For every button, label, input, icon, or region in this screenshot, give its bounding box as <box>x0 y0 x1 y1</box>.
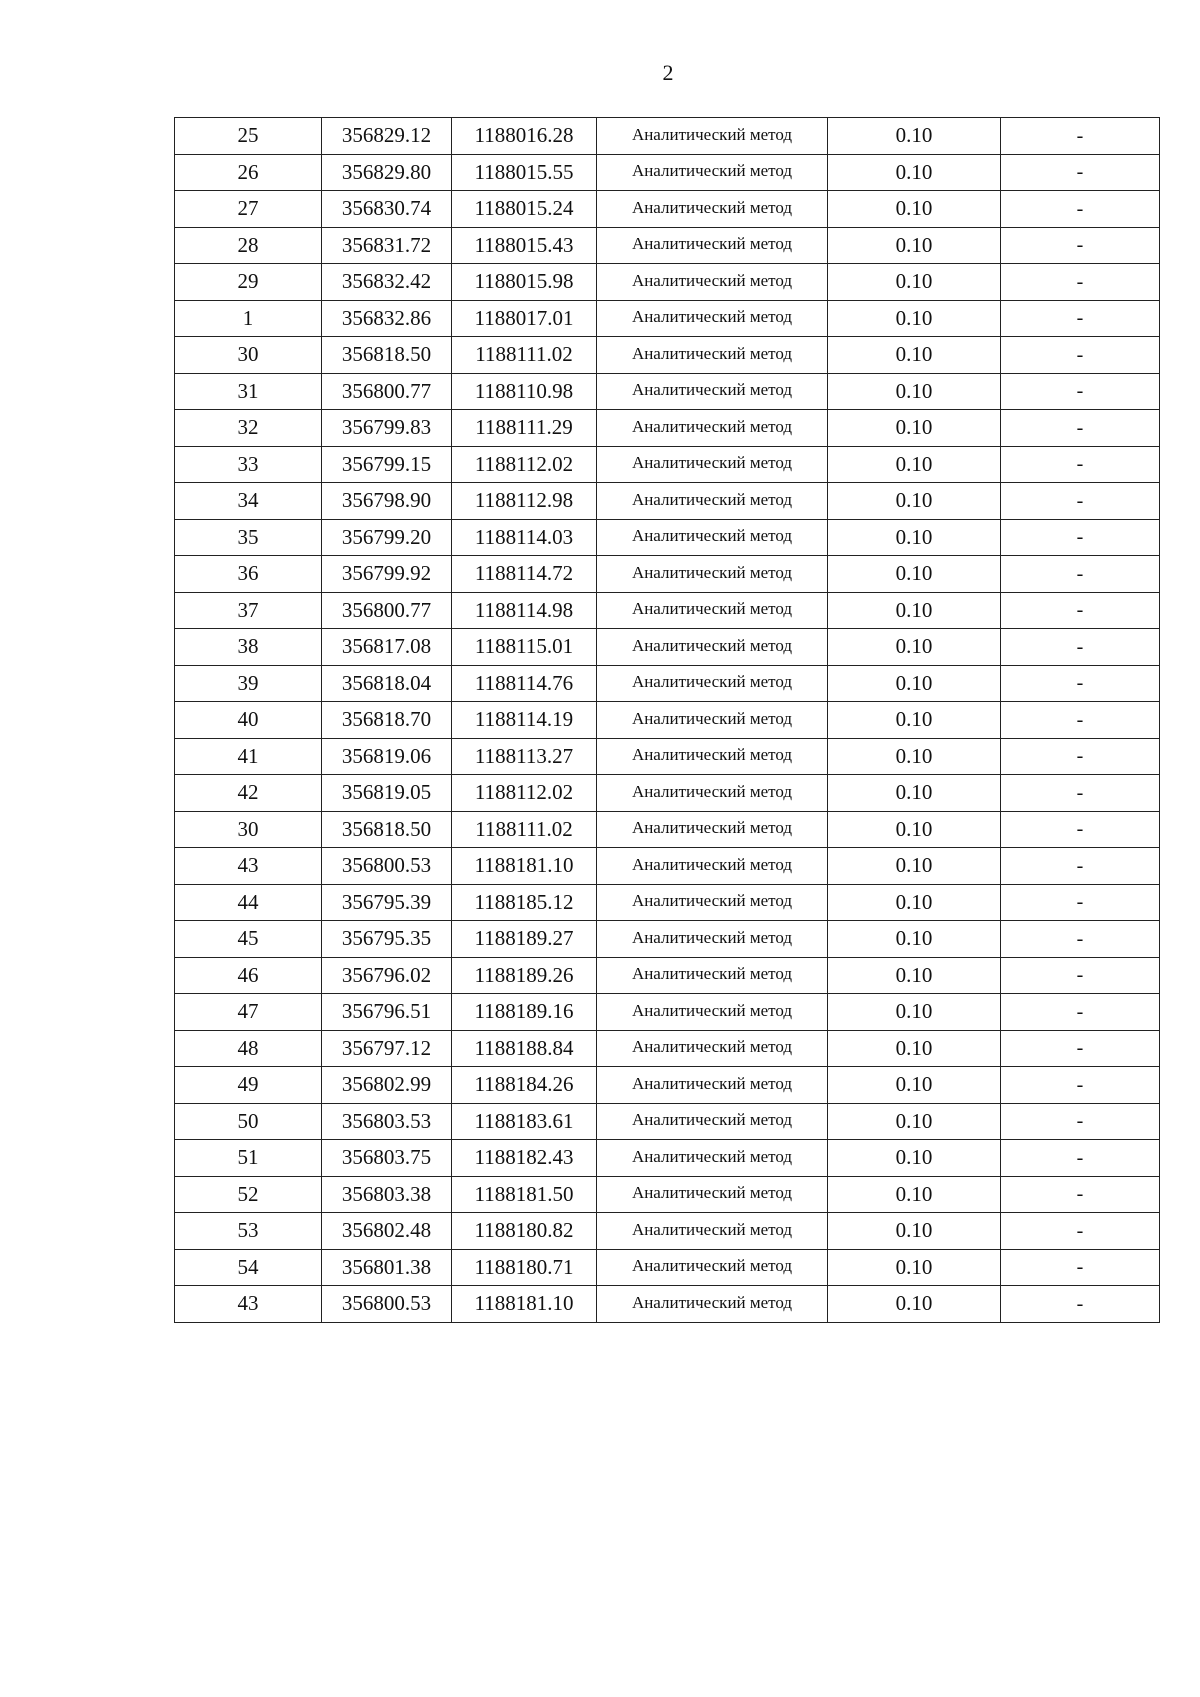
table-row <box>175 300 1160 337</box>
cell-x-coordinate: 356829.80 <box>322 154 452 191</box>
cell-method: Аналитический метод <box>597 811 828 848</box>
cell-accuracy: 0.10 <box>828 483 1001 520</box>
cell-y-coordinate: 1188015.43 <box>452 227 597 264</box>
cell-note: - <box>1001 1030 1160 1067</box>
cell-point-number: 49 <box>175 1067 322 1104</box>
cell-method: Аналитический метод <box>597 1213 828 1250</box>
table-row <box>175 191 1160 228</box>
cell-accuracy: 0.10 <box>828 519 1001 556</box>
cell-note: - <box>1001 994 1160 1031</box>
cell-x-coordinate: 356803.38 <box>322 1176 452 1213</box>
cell-method: Аналитический метод <box>597 665 828 702</box>
cell-y-coordinate: 1188111.02 <box>452 811 597 848</box>
cell-y-coordinate: 1188114.03 <box>452 519 597 556</box>
table-row <box>175 1140 1160 1177</box>
cell-method: Аналитический метод <box>597 264 828 301</box>
cell-accuracy: 0.10 <box>828 1067 1001 1104</box>
cell-method: Аналитический метод <box>597 1176 828 1213</box>
cell-y-coordinate: 1188114.19 <box>452 702 597 739</box>
table-row <box>175 337 1160 374</box>
table-row <box>175 373 1160 410</box>
cell-x-coordinate: 356832.86 <box>322 300 452 337</box>
cell-x-coordinate: 356829.12 <box>322 118 452 155</box>
cell-x-coordinate: 356818.50 <box>322 337 452 374</box>
cell-x-coordinate: 356795.35 <box>322 921 452 958</box>
table-row <box>175 519 1160 556</box>
cell-x-coordinate: 356799.15 <box>322 446 452 483</box>
cell-accuracy: 0.10 <box>828 775 1001 812</box>
cell-point-number: 54 <box>175 1249 322 1286</box>
cell-x-coordinate: 356817.08 <box>322 629 452 666</box>
cell-y-coordinate: 1188017.01 <box>452 300 597 337</box>
cell-note: - <box>1001 410 1160 447</box>
cell-note: - <box>1001 702 1160 739</box>
cell-y-coordinate: 1188015.98 <box>452 264 597 301</box>
cell-method: Аналитический метод <box>597 848 828 885</box>
cell-accuracy: 0.10 <box>828 446 1001 483</box>
cell-point-number: 35 <box>175 519 322 556</box>
cell-note: - <box>1001 1213 1160 1250</box>
cell-note: - <box>1001 1176 1160 1213</box>
cell-note: - <box>1001 446 1160 483</box>
cell-y-coordinate: 1188188.84 <box>452 1030 597 1067</box>
cell-x-coordinate: 356803.53 <box>322 1103 452 1140</box>
table-row <box>175 1103 1160 1140</box>
cell-accuracy: 0.10 <box>828 702 1001 739</box>
cell-note: - <box>1001 848 1160 885</box>
table-row <box>175 1176 1160 1213</box>
cell-note: - <box>1001 191 1160 228</box>
cell-x-coordinate: 356800.53 <box>322 848 452 885</box>
cell-point-number: 43 <box>175 1286 322 1323</box>
cell-y-coordinate: 1188180.71 <box>452 1249 597 1286</box>
cell-point-number: 32 <box>175 410 322 447</box>
table-row <box>175 738 1160 775</box>
cell-note: - <box>1001 337 1160 374</box>
table-row <box>175 1286 1160 1323</box>
cell-y-coordinate: 1188112.02 <box>452 446 597 483</box>
cell-y-coordinate: 1188114.72 <box>452 556 597 593</box>
coordinates-table <box>174 117 1160 1323</box>
cell-point-number: 25 <box>175 118 322 155</box>
cell-method: Аналитический метод <box>597 154 828 191</box>
cell-y-coordinate: 1188111.29 <box>452 410 597 447</box>
cell-accuracy: 0.10 <box>828 884 1001 921</box>
cell-y-coordinate: 1188112.98 <box>452 483 597 520</box>
cell-x-coordinate: 356800.77 <box>322 373 452 410</box>
cell-method: Аналитический метод <box>597 1067 828 1104</box>
cell-accuracy: 0.10 <box>828 629 1001 666</box>
cell-accuracy: 0.10 <box>828 300 1001 337</box>
cell-note: - <box>1001 592 1160 629</box>
cell-note: - <box>1001 264 1160 301</box>
cell-y-coordinate: 1188182.43 <box>452 1140 597 1177</box>
table-row <box>175 592 1160 629</box>
cell-y-coordinate: 1188184.26 <box>452 1067 597 1104</box>
cell-method: Аналитический метод <box>597 373 828 410</box>
cell-x-coordinate: 356803.75 <box>322 1140 452 1177</box>
cell-x-coordinate: 356802.48 <box>322 1213 452 1250</box>
cell-method: Аналитический метод <box>597 957 828 994</box>
cell-method: Аналитический метод <box>597 1140 828 1177</box>
cell-point-number: 44 <box>175 884 322 921</box>
cell-y-coordinate: 1188189.27 <box>452 921 597 958</box>
cell-point-number: 50 <box>175 1103 322 1140</box>
cell-y-coordinate: 1188112.02 <box>452 775 597 812</box>
cell-x-coordinate: 356818.70 <box>322 702 452 739</box>
cell-accuracy: 0.10 <box>828 118 1001 155</box>
cell-x-coordinate: 356819.05 <box>322 775 452 812</box>
cell-accuracy: 0.10 <box>828 264 1001 301</box>
cell-y-coordinate: 1188181.10 <box>452 848 597 885</box>
cell-method: Аналитический метод <box>597 592 828 629</box>
cell-y-coordinate: 1188114.98 <box>452 592 597 629</box>
cell-method: Аналитический метод <box>597 1103 828 1140</box>
cell-x-coordinate: 356832.42 <box>322 264 452 301</box>
cell-point-number: 51 <box>175 1140 322 1177</box>
cell-point-number: 38 <box>175 629 322 666</box>
table-row <box>175 811 1160 848</box>
cell-note: - <box>1001 483 1160 520</box>
coordinates-table-body <box>175 118 1160 1323</box>
cell-note: - <box>1001 811 1160 848</box>
cell-x-coordinate: 356830.74 <box>322 191 452 228</box>
cell-method: Аналитический метод <box>597 446 828 483</box>
cell-accuracy: 0.10 <box>828 337 1001 374</box>
cell-method: Аналитический метод <box>597 738 828 775</box>
cell-point-number: 33 <box>175 446 322 483</box>
cell-note: - <box>1001 118 1160 155</box>
cell-x-coordinate: 356802.99 <box>322 1067 452 1104</box>
cell-accuracy: 0.10 <box>828 227 1001 264</box>
cell-point-number: 34 <box>175 483 322 520</box>
table-row <box>175 1213 1160 1250</box>
cell-x-coordinate: 356796.51 <box>322 994 452 1031</box>
cell-note: - <box>1001 154 1160 191</box>
cell-accuracy: 0.10 <box>828 1249 1001 1286</box>
cell-point-number: 30 <box>175 811 322 848</box>
cell-x-coordinate: 356799.20 <box>322 519 452 556</box>
cell-point-number: 52 <box>175 1176 322 1213</box>
cell-x-coordinate: 356800.77 <box>322 592 452 629</box>
cell-y-coordinate: 1188185.12 <box>452 884 597 921</box>
cell-accuracy: 0.10 <box>828 373 1001 410</box>
cell-note: - <box>1001 629 1160 666</box>
cell-accuracy: 0.10 <box>828 1286 1001 1323</box>
cell-y-coordinate: 1188183.61 <box>452 1103 597 1140</box>
cell-point-number: 31 <box>175 373 322 410</box>
table-row <box>175 921 1160 958</box>
table-row <box>175 1030 1160 1067</box>
cell-note: - <box>1001 884 1160 921</box>
table-row <box>175 154 1160 191</box>
table-row <box>175 410 1160 447</box>
cell-accuracy: 0.10 <box>828 1140 1001 1177</box>
cell-method: Аналитический метод <box>597 300 828 337</box>
cell-note: - <box>1001 1286 1160 1323</box>
cell-method: Аналитический метод <box>597 191 828 228</box>
cell-point-number: 53 <box>175 1213 322 1250</box>
cell-x-coordinate: 356818.50 <box>322 811 452 848</box>
table-row <box>175 957 1160 994</box>
cell-accuracy: 0.10 <box>828 921 1001 958</box>
cell-method: Аналитический метод <box>597 227 828 264</box>
cell-x-coordinate: 356799.92 <box>322 556 452 593</box>
cell-note: - <box>1001 300 1160 337</box>
table-row <box>175 483 1160 520</box>
cell-method: Аналитический метод <box>597 118 828 155</box>
cell-method: Аналитический метод <box>597 921 828 958</box>
cell-point-number: 29 <box>175 264 322 301</box>
cell-point-number: 37 <box>175 592 322 629</box>
table-row <box>175 1249 1160 1286</box>
cell-note: - <box>1001 665 1160 702</box>
table-row <box>175 556 1160 593</box>
cell-note: - <box>1001 1067 1160 1104</box>
cell-point-number: 43 <box>175 848 322 885</box>
cell-y-coordinate: 1188110.98 <box>452 373 597 410</box>
cell-accuracy: 0.10 <box>828 1176 1001 1213</box>
cell-method: Аналитический метод <box>597 519 828 556</box>
cell-note: - <box>1001 373 1160 410</box>
cell-y-coordinate: 1188180.82 <box>452 1213 597 1250</box>
cell-method: Аналитический метод <box>597 1030 828 1067</box>
cell-point-number: 28 <box>175 227 322 264</box>
cell-point-number: 47 <box>175 994 322 1031</box>
cell-x-coordinate: 356798.90 <box>322 483 452 520</box>
cell-note: - <box>1001 1103 1160 1140</box>
cell-x-coordinate: 356796.02 <box>322 957 452 994</box>
cell-x-coordinate: 356801.38 <box>322 1249 452 1286</box>
cell-point-number: 45 <box>175 921 322 958</box>
cell-y-coordinate: 1188189.16 <box>452 994 597 1031</box>
cell-method: Аналитический метод <box>597 1286 828 1323</box>
table-row <box>175 775 1160 812</box>
cell-method: Аналитический метод <box>597 775 828 812</box>
cell-point-number: 1 <box>175 300 322 337</box>
page-number: 2 <box>662 60 674 85</box>
cell-accuracy: 0.10 <box>828 811 1001 848</box>
cell-method: Аналитический метод <box>597 483 828 520</box>
cell-y-coordinate: 1188111.02 <box>452 337 597 374</box>
table-row <box>175 665 1160 702</box>
cell-note: - <box>1001 957 1160 994</box>
cell-accuracy: 0.10 <box>828 1213 1001 1250</box>
cell-point-number: 39 <box>175 665 322 702</box>
cell-accuracy: 0.10 <box>828 994 1001 1031</box>
cell-y-coordinate: 1188113.27 <box>452 738 597 775</box>
cell-point-number: 40 <box>175 702 322 739</box>
table-row <box>175 227 1160 264</box>
cell-x-coordinate: 356818.04 <box>322 665 452 702</box>
cell-accuracy: 0.10 <box>828 1103 1001 1140</box>
cell-method: Аналитический метод <box>597 337 828 374</box>
cell-accuracy: 0.10 <box>828 1030 1001 1067</box>
cell-method: Аналитический метод <box>597 884 828 921</box>
cell-note: - <box>1001 556 1160 593</box>
cell-x-coordinate: 356831.72 <box>322 227 452 264</box>
cell-method: Аналитический метод <box>597 629 828 666</box>
cell-method: Аналитический метод <box>597 1249 828 1286</box>
cell-note: - <box>1001 775 1160 812</box>
cell-y-coordinate: 1188114.76 <box>452 665 597 702</box>
cell-method: Аналитический метод <box>597 410 828 447</box>
cell-y-coordinate: 1188015.55 <box>452 154 597 191</box>
cell-y-coordinate: 1188181.10 <box>452 1286 597 1323</box>
table-row <box>175 884 1160 921</box>
cell-note: - <box>1001 227 1160 264</box>
cell-y-coordinate: 1188115.01 <box>452 629 597 666</box>
cell-y-coordinate: 1188181.50 <box>452 1176 597 1213</box>
cell-point-number: 26 <box>175 154 322 191</box>
cell-point-number: 41 <box>175 738 322 775</box>
cell-x-coordinate: 356799.83 <box>322 410 452 447</box>
cell-method: Аналитический метод <box>597 994 828 1031</box>
cell-accuracy: 0.10 <box>828 154 1001 191</box>
cell-accuracy: 0.10 <box>828 665 1001 702</box>
cell-note: - <box>1001 1249 1160 1286</box>
cell-x-coordinate: 356795.39 <box>322 884 452 921</box>
cell-accuracy: 0.10 <box>828 738 1001 775</box>
cell-note: - <box>1001 738 1160 775</box>
cell-accuracy: 0.10 <box>828 848 1001 885</box>
cell-note: - <box>1001 921 1160 958</box>
cell-accuracy: 0.10 <box>828 191 1001 228</box>
cell-point-number: 42 <box>175 775 322 812</box>
cell-y-coordinate: 1188189.26 <box>452 957 597 994</box>
table-row <box>175 994 1160 1031</box>
cell-x-coordinate: 356797.12 <box>322 1030 452 1067</box>
cell-note: - <box>1001 519 1160 556</box>
table-row <box>175 848 1160 885</box>
cell-accuracy: 0.10 <box>828 957 1001 994</box>
cell-point-number: 27 <box>175 191 322 228</box>
table-row <box>175 264 1160 301</box>
table-row <box>175 629 1160 666</box>
cell-accuracy: 0.10 <box>828 592 1001 629</box>
cell-y-coordinate: 1188015.24 <box>452 191 597 228</box>
cell-note: - <box>1001 1140 1160 1177</box>
cell-point-number: 30 <box>175 337 322 374</box>
cell-accuracy: 0.10 <box>828 556 1001 593</box>
cell-method: Аналитический метод <box>597 556 828 593</box>
cell-accuracy: 0.10 <box>828 410 1001 447</box>
cell-x-coordinate: 356800.53 <box>322 1286 452 1323</box>
table-row <box>175 446 1160 483</box>
table-row <box>175 1067 1160 1104</box>
cell-x-coordinate: 356819.06 <box>322 738 452 775</box>
cell-point-number: 36 <box>175 556 322 593</box>
cell-point-number: 46 <box>175 957 322 994</box>
cell-point-number: 48 <box>175 1030 322 1067</box>
cell-y-coordinate: 1188016.28 <box>452 118 597 155</box>
cell-method: Аналитический метод <box>597 702 828 739</box>
table-row <box>175 118 1160 155</box>
table-row <box>175 702 1160 739</box>
